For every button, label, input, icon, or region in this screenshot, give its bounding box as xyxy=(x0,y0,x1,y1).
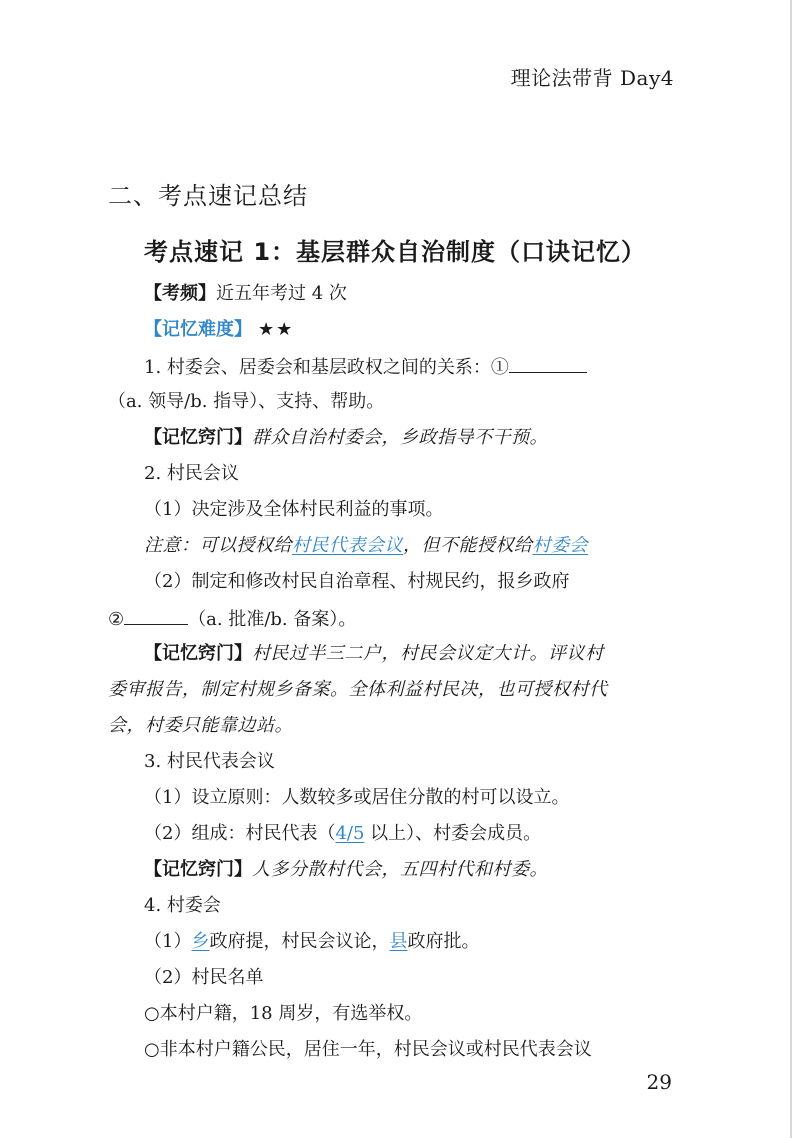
item4-p1-suffix: 政府批。 xyxy=(407,931,480,952)
note-prefix: 注意：可以授权给 xyxy=(144,535,292,556)
mnemonic-tag: 【记忆窍门】 xyxy=(144,643,252,664)
item2-heading: 2. 村民会议 xyxy=(144,463,239,484)
item3-heading: 3. 村民代表会议 xyxy=(144,751,275,772)
mnemonic-tag: 【记忆窍门】 xyxy=(144,859,252,880)
item2-p2-line1: （2）制定和修改村民自治章程、村规民约，报乡政府 xyxy=(144,571,570,592)
item2-p2-options: （a. 批准/b. 备案）。 xyxy=(188,609,357,630)
item2-p1: （1）决定涉及全体村民利益的事项。 xyxy=(144,499,444,520)
answer-blank-2 xyxy=(124,606,188,625)
item1-line2: （a. 领导/b. 指导）、支持、帮助。 xyxy=(108,391,385,412)
item2-p2-line2 xyxy=(108,606,356,632)
item4-heading: 4. 村委会 xyxy=(144,895,221,916)
page-number: 29 xyxy=(646,1070,672,1094)
item4-p2: （2）村民名单 xyxy=(144,967,264,988)
item4-p1-mid: 政府提，村民会议论， xyxy=(209,931,390,952)
item4-p1-prefix: （1） xyxy=(144,931,192,952)
frequency-line xyxy=(144,282,347,306)
difficulty-line xyxy=(144,318,294,342)
item3-mnemonic xyxy=(144,858,548,882)
item1-mnemonic xyxy=(144,426,548,450)
section-title: 二、考点速记总结 xyxy=(108,182,308,210)
difficulty-tag: 【记忆难度】 xyxy=(144,319,252,340)
frequency-text: 近五年考过 4 次 xyxy=(216,283,347,304)
note-mid: ，但不能授权给 xyxy=(403,535,533,556)
item2-note xyxy=(144,534,588,558)
item3-p2 xyxy=(144,822,541,846)
circle-number-2: ② xyxy=(108,609,125,630)
item3-p2-prefix: （2）组成：村民代表（ xyxy=(144,823,336,844)
mnemonic-text: 群众自治村委会，乡政指导不干预。 xyxy=(252,427,548,448)
answer-blank-1 xyxy=(509,354,587,373)
mnemonic-text: 人多分散村代会，五四村代和村委。 xyxy=(252,859,548,880)
item4-bullet2: ○非本村户籍公民，居住一年，村民会议或村民代表会议 xyxy=(144,1039,592,1060)
point-title: 考点速记 1：基层群众自治制度（口诀记忆） xyxy=(144,238,647,266)
frequency-tag: 【考频】 xyxy=(144,283,216,304)
item3-p1: （1）设立原则：人数较多或居住分散的村可以设立。 xyxy=(144,787,570,808)
item2-mnemonic-line3: 会，村委只能靠边站。 xyxy=(108,715,293,736)
item4-township: 乡 xyxy=(191,931,210,952)
item3-fraction: 4/5 xyxy=(335,823,365,844)
item1-text: 1. 村委会、居委会和基层政权之间的关系：① xyxy=(144,357,509,378)
mnemonic-tag: 【记忆窍门】 xyxy=(144,427,252,448)
item4-county: 县 xyxy=(389,931,408,952)
item2-mnemonic-line2: 委审报告，制定村规乡备案。全体利益村民决，也可授权村代 xyxy=(108,679,608,700)
note-link-village-committee: 村委会 xyxy=(532,535,588,556)
item4-bullet1: ○本村户籍，18 周岁，有选举权。 xyxy=(144,1003,423,1024)
page-edge-line xyxy=(790,0,792,1138)
item2-mnemonic-line1 xyxy=(144,642,604,666)
item4-p1 xyxy=(144,930,479,954)
mnemonic-text: 村民过半三二户，村民会议定大计。评议村 xyxy=(252,643,604,664)
difficulty-stars: ★★ xyxy=(258,319,295,340)
item1-line1 xyxy=(144,354,587,380)
note-link-village-rep-meeting: 村民代表会议 xyxy=(292,535,403,556)
running-head: 理论法带背 Day4 xyxy=(510,66,674,90)
item3-p2-suffix: 以上）、村委会成员。 xyxy=(364,823,542,844)
